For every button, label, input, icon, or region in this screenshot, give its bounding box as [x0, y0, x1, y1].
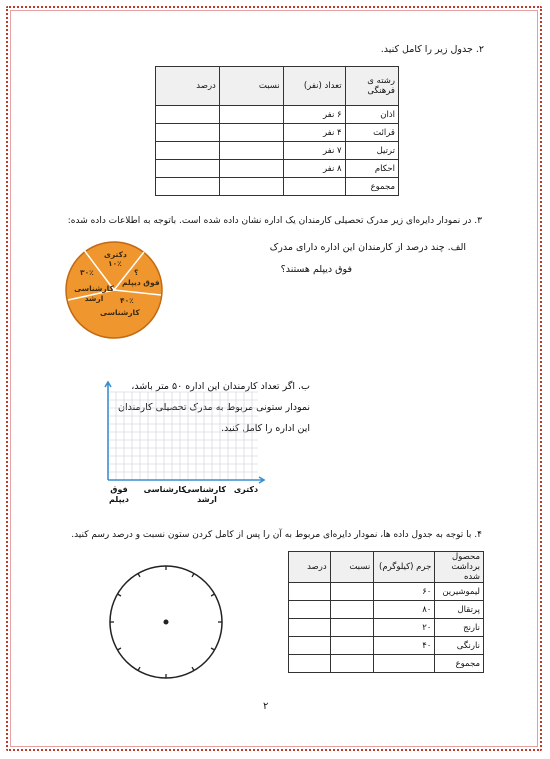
y-axis	[105, 382, 111, 480]
table-header-cell: رشته ی فرهنگی	[345, 67, 398, 106]
q4-table	[288, 551, 484, 673]
bar-x-label: فوق دیپلم	[109, 485, 129, 504]
table-row	[156, 160, 399, 178]
table-cell: ترتیل	[345, 142, 398, 160]
table-header-cell: درصد	[156, 67, 220, 106]
pie-label-masters: کارشناسی ارشد	[74, 284, 114, 303]
circle-tick	[118, 648, 121, 650]
education-pie-chart	[64, 240, 164, 340]
empty-pie-circle	[106, 562, 226, 682]
table-cell: ۸۰	[374, 601, 435, 619]
table-answer-cell	[289, 601, 331, 619]
pie-label-bachelor-pct: ۴۰٪	[120, 296, 134, 305]
table-cell: قرائت	[345, 124, 398, 142]
circle-tick	[211, 594, 214, 596]
q3-prompt: ۳. در نمودار دایره‌ای زیر مدرک تحصیلی کارمندان یک اداره نشان داده شده است. باتوجه به اطلاعات داده شده:	[67, 216, 482, 226]
pie-label-bachelor: کارشناسی	[100, 308, 140, 317]
pie-label-doctorate: دکتری	[104, 250, 127, 259]
table-row	[289, 619, 484, 637]
table-answer-cell	[156, 124, 220, 142]
empty-bar-chart	[96, 380, 266, 504]
table-cell: ۶۰	[374, 583, 435, 601]
table-answer-cell	[330, 583, 374, 601]
pie-label-associate: فوق دیپلم	[122, 278, 160, 287]
table-cell: اذان	[345, 106, 398, 124]
circle-tick	[192, 667, 194, 670]
table-cell: احکام	[345, 160, 398, 178]
table-cell: مجموع	[435, 655, 484, 673]
q3-part-b-line2: نمودار ستونی مربوط به مدرک تحصیلی کارمندان	[118, 402, 310, 413]
table-header-cell: نسبت	[330, 552, 374, 583]
table-row	[289, 637, 484, 655]
table-answer-cell	[156, 178, 220, 196]
table-answer-cell	[289, 655, 331, 673]
table-answer-cell	[330, 619, 374, 637]
q2-table	[155, 66, 399, 196]
circle-tick	[138, 574, 140, 577]
q2-prompt: ۲. جدول زیر را کامل کنید.	[380, 44, 484, 55]
table-cell: پرتقال	[435, 601, 484, 619]
table-cell: ۶ نفر	[283, 106, 345, 124]
table-answer-cell	[374, 655, 435, 673]
table-answer-cell	[219, 124, 283, 142]
table-row	[289, 601, 484, 619]
circle-tick	[118, 594, 121, 596]
bar-x-label: دکتری	[233, 485, 259, 494]
table-cell: ۸ نفر	[283, 160, 345, 178]
table-answer-cell	[156, 142, 220, 160]
table-answer-cell	[219, 178, 283, 196]
bar-x-label: کارشناسی	[143, 485, 186, 494]
table-cell: ۴۰	[374, 637, 435, 655]
table-cell: لیموشیرین	[435, 583, 484, 601]
table-cell: ۷ نفر	[283, 142, 345, 160]
table-cell: نارنج	[435, 619, 484, 637]
table-answer-cell	[219, 142, 283, 160]
table-answer-cell	[330, 637, 374, 655]
bar-x-label: کارشناسی ارشد	[183, 485, 226, 504]
table-row	[289, 655, 484, 673]
circle-tick	[192, 574, 194, 577]
table-answer-cell	[330, 655, 374, 673]
table-cell: نارنگی	[435, 637, 484, 655]
pie-label-doctorate-pct: ۱۰٪	[108, 259, 122, 268]
table-cell: مجموع	[345, 178, 398, 196]
table-row	[156, 124, 399, 142]
table-row	[289, 583, 484, 601]
table-answer-cell	[156, 160, 220, 178]
table-header-cell: نسبت	[219, 67, 283, 106]
table-answer-cell	[289, 619, 331, 637]
q3-part-a-line2: فوق دیپلم هستند؟	[280, 264, 352, 275]
table-header-row	[156, 67, 399, 106]
table-row	[156, 106, 399, 124]
circle-tick	[138, 667, 140, 670]
x-axis	[108, 477, 264, 483]
table-answer-cell	[330, 601, 374, 619]
table-header-cell: درصد	[289, 552, 331, 583]
table-row	[156, 142, 399, 160]
table-cell: ۴ نفر	[283, 124, 345, 142]
circle-tick	[211, 648, 214, 650]
pie-label-masters-pct: ۳۰٪	[80, 268, 94, 277]
table-header-cell: تعداد (نفر)	[283, 67, 345, 106]
table-answer-cell	[289, 637, 331, 655]
table-header-cell: محصول برداشت شده	[435, 552, 484, 583]
bar-chart-grid	[96, 380, 266, 490]
table-answer-cell	[219, 106, 283, 124]
table-row	[156, 178, 399, 196]
page-number: ۲	[263, 701, 269, 712]
table-answer-cell	[219, 160, 283, 178]
q3-part-a-line1: الف. چند درصد از کارمندان این اداره دارای مدرک	[269, 242, 466, 253]
q3-part-b-line1: ب. اگر تعداد کارمندان این اداره ۵۰ متر باشد،	[131, 381, 310, 392]
table-answer-cell	[289, 583, 331, 601]
table-header-row	[289, 552, 484, 583]
table-answer-cell	[283, 178, 345, 196]
table-answer-cell	[156, 106, 220, 124]
table-cell: ۲۰	[374, 619, 435, 637]
q3-part-b-line3: این اداره را کامل کنید.	[221, 423, 310, 434]
table-header-cell: جرم (کیلوگرم)	[374, 552, 435, 583]
q4-prompt: ۴. با توجه به جدول داده ها، نمودار دایره‌ای مربوط به آن را پس از کامل کردن ستون نسبت و درصد رسم کنید.	[71, 530, 482, 540]
circle-center	[164, 620, 169, 625]
pie-label-associate-pct: ؟	[134, 268, 139, 277]
